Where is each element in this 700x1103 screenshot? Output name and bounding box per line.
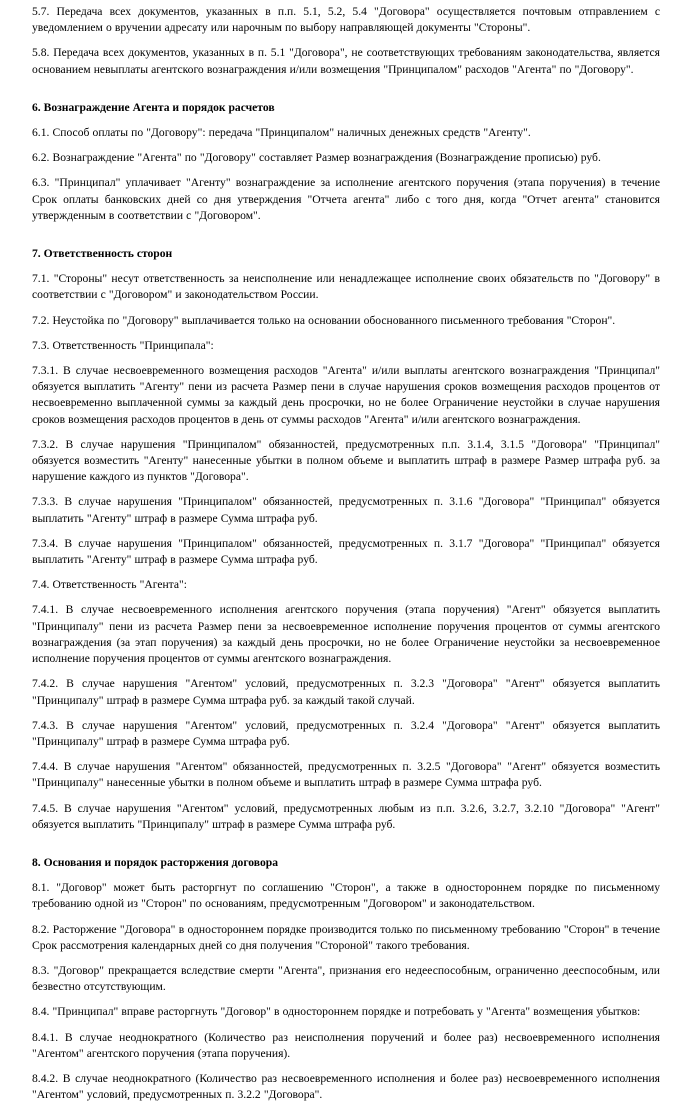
clause-paragraph: 8.4.1. В случае неоднократного (Количество раз неисполнения поручений и более раз) несвоевременного исполнения "Агентом" агентского поручения (этапа поручения). bbox=[32, 1030, 660, 1060]
clause-paragraph: 7.4.1. В случае несвоевременного исполнения агентского поручения (этапа поручения) "Агент" обязуется выплатить "Принципалу" пени из расчета Размер пени за несвоевременное исполнение поручения процентов от суммы агентского вознаграждения (за этап поручения) за каждый день просрочки, но не более Ограничение неустойки за несвоевременное исполнение поручения процентов от суммы агентского вознаграждения. bbox=[32, 603, 660, 666]
clause-paragraph: 7.2. Неустойка по "Договору" выплачивается только на основании обоснованного письменного требования "Сторон". bbox=[32, 313, 616, 327]
clause-paragraph: 6.3. "Принципал" уплачивает "Агенту" вознаграждение за исполнение агентского поручения (этапа поручения) в течение Срок оплаты банковских дней со дня утверждения "Отчета агента" либо с того дня, когда "Отчет агента" становится утвержденным в соответствии с "Договором". bbox=[32, 176, 660, 222]
section-heading: 6. Вознаграждение Агента и порядок расчетов bbox=[32, 100, 275, 114]
clause-paragraph: 6.2. Вознаграждение "Агента" по "Договору" составляет Размер вознаграждения (Вознаграждение прописью) руб. bbox=[32, 151, 601, 165]
section-heading: 7. Ответственность сторон bbox=[32, 247, 173, 261]
clause-paragraph: 7.3.4. В случае нарушения "Принципалом" обязанностей, предусмотренных п. 3.1.7 "Договора" "Принципал" обязуется выплатить "Агенту" штраф в размере Сумма штрафа руб. bbox=[32, 536, 660, 567]
section-heading: 8. Основания и порядок расторжения договора bbox=[32, 855, 279, 869]
clause-paragraph: 7.3.3. В случае нарушения "Принципалом" обязанностей, предусмотренных п. 3.1.6 "Договора" "Принципал" обязуется выплатить "Агенту" штраф в размере Сумма штрафа руб. bbox=[32, 495, 660, 525]
clause-paragraph: 8.3. "Договор" прекращается вследствие смерти "Агента", признания его недееспособным, ограниченно дееспособным, или безвестно отсутствующим. bbox=[32, 963, 660, 994]
clause-paragraph: 7.3.1. В случае несвоевременного возмещения расходов "Агента" и/или выплаты агентского вознаграждения "Принципал" обязуется выплатить "Агенту" пени из расчета Размер пени в случае нарушения сроков возмещения расходов процентов от несвоевременно выплаченной суммы за каждый день просрочки, но не более Ограничение неустойки в случае нарушения сроков возмещения расходов процентов в день от суммы расходов "Агента" и/или агентского вознаграждения. bbox=[32, 364, 660, 426]
clause-paragraph: 8.4. "Принципал" вправе расторгнуть "Договор" в одностороннем порядке и потребовать у "Агента" возмещения убытков: bbox=[32, 1005, 641, 1019]
document-body bbox=[32, 4, 660, 1103]
clause-paragraph: 7.4.5. В случае нарушения "Агентом" условий, предусмотренных любым из п.п. 3.2.6, 3.2.7, 3.2.10 "Договора" "Агент" обязуется выплатить "Принципалу" штраф в размере Сумма штрафа руб. bbox=[32, 801, 660, 831]
clause-paragraph: 7.3. Ответственность "Принципала": bbox=[32, 338, 214, 352]
clause-paragraph: 7.4. Ответственность "Агента": bbox=[32, 578, 187, 592]
clause-paragraph: 7.4.4. В случае нарушения "Агентом" обязанностей, предусмотренных п. 3.2.5 "Договора" "Агент" обязуется возместить "Принципалу" нанесенные убытки в полном объеме и выплатить штраф в размере Сумма штрафа руб. bbox=[32, 760, 660, 790]
clause-paragraph: 7.4.3. В случае нарушения "Агентом" условий, предусмотренных п. 3.2.4 "Договора" "Агент" обязуется выплатить "Принципалу" штраф в размере Сумма штрафа руб. bbox=[32, 718, 660, 748]
clause-paragraph: 6.1. Способ оплаты по "Договору": передача "Принципалом" наличных денежных средств "Агенту". bbox=[32, 126, 531, 140]
clause-paragraph: 8.2. Расторжение "Договора" в одностороннем порядке производится только по письменному требованию "Сторон" в течение Срок рассмотрения календарных дней со дня получения "Стороной" такого требования. bbox=[32, 922, 660, 952]
clause-paragraph: 5.7. Передача всех документов, указанных в п.п. 5.1, 5.2, 5.4 "Договора" осуществляется почтовым отправлением с уведомлением о вручении адресату или нарочным по выбору направляющей документы "Стороны". bbox=[32, 5, 660, 35]
clause-paragraph: 7.1. "Стороны" несут ответственность за неисполнение или ненадлежащее исполнение своих обязательств по "Договору" в соответствии с "Договором" и законодательством России. bbox=[32, 272, 660, 302]
clause-paragraph: 7.4.2. В случае нарушения "Агентом" условий, предусмотренных п. 3.2.3 "Договора" "Агент" обязуется выплатить "Принципалу" штраф в размере Сумма штрафа руб. за каждый такой случай. bbox=[32, 677, 660, 707]
clause-paragraph: 7.3.2. В случае нарушения "Принципалом" обязанностей, предусмотренных п.п. 3.1.4, 3.1.5 "Договора" "Принципал" обязуется возместить "Агенту" нанесенные убытки в полном объеме и выплатить штраф в размере Размер штрафа руб. за нарушение каждого из пунктов "Договора". bbox=[32, 437, 660, 484]
clause-paragraph: 5.8. Передача всех документов, указанных в п. 5.1 "Договора", не соответствующих требованиям законодательства, является основанием невыплаты агентского вознаграждения и/или возмещения "Принципалом" расходов "Агента" по "Договору". bbox=[32, 46, 660, 76]
clause-paragraph: 8.4.2. В случае неоднократного (Количество раз несвоевременного исполнения и более раз) несвоевременного исполнения "Агентом" условий, предусмотренных п. 3.2.2 "Договора". bbox=[32, 1071, 660, 1102]
clause-paragraph: 8.1. "Договор" может быть расторгнут по соглашению "Сторон", а также в одностороннем порядке по письменному требованию одной из "Сторон" по основаниям, предусмотренным "Договором" и законодательством. bbox=[32, 881, 660, 911]
